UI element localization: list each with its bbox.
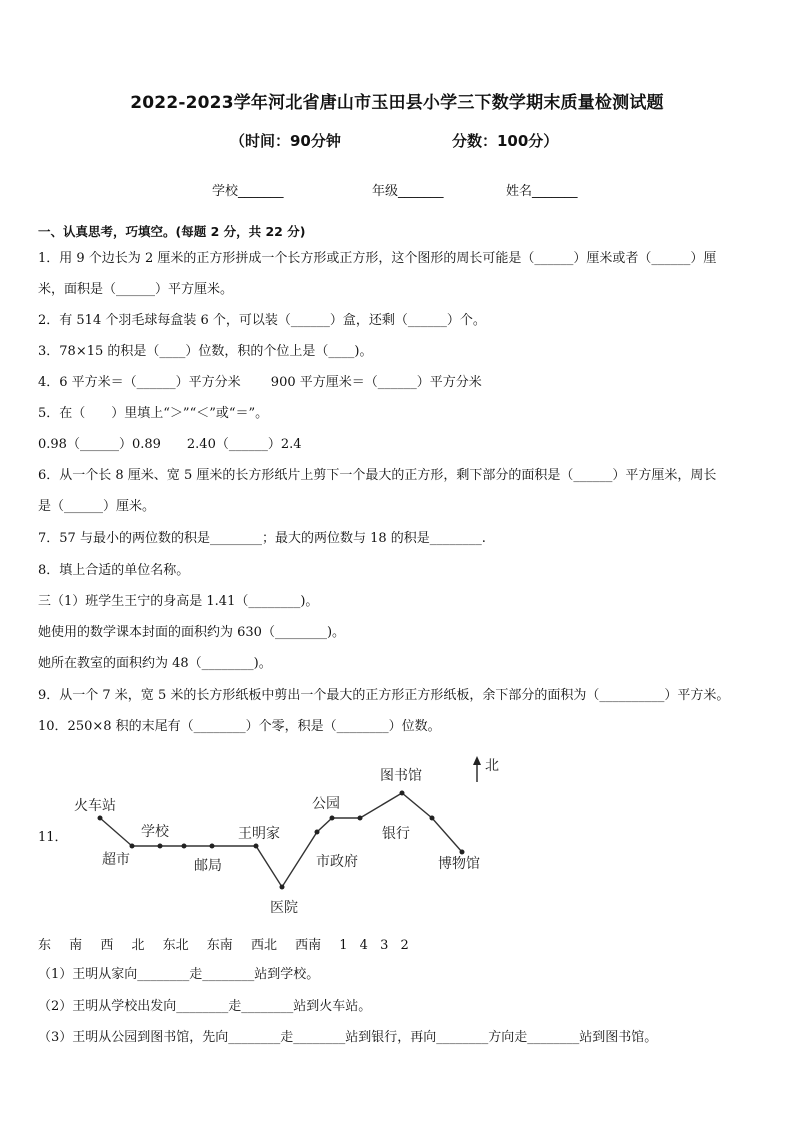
- north-label: 北: [485, 758, 499, 774]
- stop-dot: [280, 885, 285, 890]
- question-line: 1．用 9 个边长为 2 厘米的正方形拼成一个长方形或正方形，这个图形的周长可能是（______）厘米或者（______）厘: [38, 251, 717, 266]
- exam-title: 2022-2023学年河北省唐山市玉田县小学三下数学期末质量检测试题: [130, 93, 664, 113]
- label-wang-ming-home: 王明家: [238, 826, 280, 842]
- school-field: 学校_______: [212, 184, 284, 199]
- label-railway-station: 火车站: [74, 798, 116, 814]
- question-line: 她使用的数学课本封面的面积约为 630（________)。: [38, 625, 346, 640]
- word-bank-item: 东: [38, 938, 52, 953]
- question-line: 0.98（______）0.89 2.40（______）2.4: [38, 437, 302, 452]
- question-11-number: 11．: [38, 830, 68, 845]
- label-park: 公园: [312, 796, 340, 812]
- word-bank-item: 3: [380, 938, 389, 953]
- label-supermarket: 超市: [102, 852, 130, 868]
- stop-dot: [210, 844, 215, 849]
- label-post-office: 邮局: [194, 858, 222, 874]
- word-bank-item: 南: [69, 938, 83, 953]
- question-line: 2．有 514 个羽毛球每盒装 6 个，可以装（______）盒，还剩（______）个。: [38, 313, 486, 328]
- exam-score: 分数：100分）: [452, 132, 559, 150]
- stop-dot: [430, 816, 435, 821]
- word-bank-item: 2: [400, 938, 409, 953]
- sub-question: （1）王明从家向________走________站到学校。: [38, 967, 320, 982]
- label-school: 学校: [141, 824, 169, 840]
- stop-dot: [315, 830, 320, 835]
- question-line: 6．从一个长 8 厘米、宽 5 厘米的长方形纸片上剪下一个最大的正方形，剩下部分的面积是（______）平方厘米，周长: [38, 468, 717, 483]
- stop-dot: [254, 844, 259, 849]
- question-line: 4．6 平方米＝（______）平方分米 900 平方厘米＝（______）平方分米: [38, 375, 482, 390]
- exam-time: （时间：90分钟: [230, 132, 341, 150]
- route-map: [30, 752, 500, 922]
- north-arrow-head-icon: [473, 756, 481, 765]
- label-hospital: 医院: [270, 900, 298, 916]
- question-line: 米，面积是（______）平方厘米。: [38, 282, 234, 297]
- question-line: 9．从一个 7 米，宽 5 米的长方形纸板中剪出一个最大的正方形正方形纸板，余下部分的面积为（__________）平方米。: [38, 688, 730, 703]
- stop-dot: [158, 844, 163, 849]
- word-bank-item: 北: [131, 938, 145, 953]
- name-field: 姓名_______: [506, 184, 578, 199]
- grade-field: 年级_______: [372, 184, 444, 199]
- sub-question: （3）王明从公园到图书馆，先向________走________站到银行，再向________方向走________站到图书馆。: [38, 1030, 658, 1045]
- question-line: 3．78×15 的积是（____）位数，积的个位上是（____)。: [38, 344, 373, 359]
- stop-dot: [98, 816, 103, 821]
- question-line: 是（______）厘米。: [38, 499, 156, 514]
- stop-dot: [182, 844, 187, 849]
- word-bank-item: 4: [359, 938, 368, 953]
- question-line: 她所在教室的面积约为 48（________)。: [38, 656, 272, 671]
- stop-dot: [330, 816, 335, 821]
- sub-question: （2）王明从学校出发向________走________站到火车站。: [38, 999, 372, 1014]
- word-bank-item: 1: [339, 938, 348, 953]
- word-bank-item: 西北: [250, 938, 277, 953]
- word-bank-item: 西: [100, 938, 114, 953]
- word-bank-item: 东北: [162, 938, 189, 953]
- stop-dot: [358, 816, 363, 821]
- label-city-government: 市政府: [316, 854, 358, 870]
- stop-dot: [130, 844, 135, 849]
- question-line: 10．250×8 积的末尾有（________）个零，积是（________）位数。: [38, 719, 441, 734]
- label-museum: 博物馆: [438, 856, 480, 872]
- word-bank-item: 西南: [295, 938, 322, 953]
- question-line: 5．在（ ）里填上“＞”“＜”或“＝”。: [38, 406, 269, 421]
- label-bank: 银行: [382, 826, 410, 842]
- label-library: 图书馆: [380, 768, 422, 784]
- word-bank: [38, 934, 423, 953]
- section-heading: 一、认真思考，巧填空。(每题 2 分，共 22 分): [38, 224, 306, 239]
- question-line: 8．填上合适的单位名称。: [38, 563, 190, 578]
- question-line: 7．57 与最小的两位数的积是________；最大的两位数与 18 的积是________.: [38, 531, 486, 546]
- word-bank-item: 东南: [206, 938, 233, 953]
- question-line: 三（1）班学生王宁的身高是 1.41（________)。: [38, 594, 319, 609]
- stop-dot: [460, 850, 465, 855]
- stop-dot: [400, 791, 405, 796]
